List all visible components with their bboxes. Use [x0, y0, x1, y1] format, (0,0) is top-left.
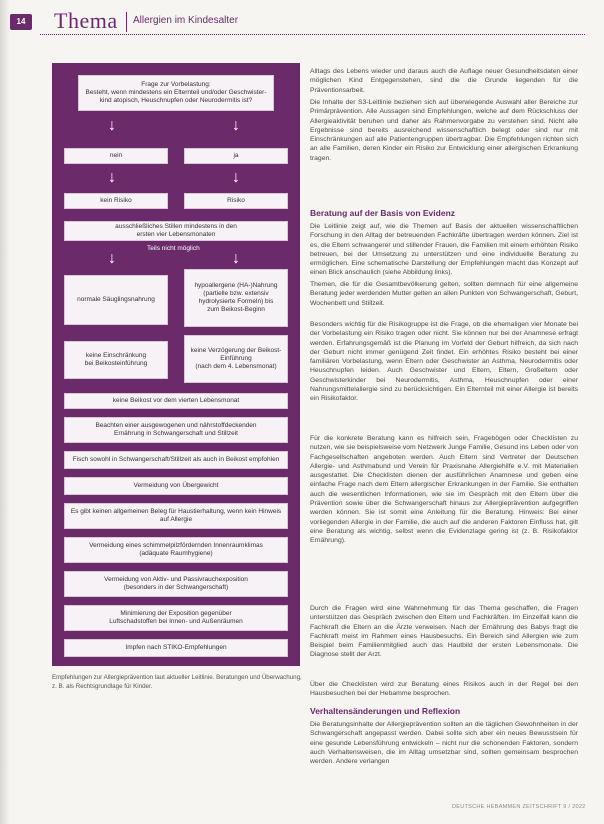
- flow-yes: ja: [184, 148, 288, 164]
- header-divider: [126, 12, 127, 32]
- section-subtitle: Allergien im Kindesalter: [133, 15, 239, 26]
- flow-arrow-down-icon: ↓: [232, 169, 240, 186]
- body-paragraph: Durch die Fragen wird eine Wahrnehmung für das Thema geschaffen, die Fragen unterstützen das Gespräch zwischen den Eltern und Fachkräften. Im Einzelfall kann die Fachkraft die Eltern an die Ärzte verweisen. Nach der Ernährung des Babys fragt die Fachkraft meist im Rahmen eines Hausbesuchs. Ein Bereich sind Allergien wie zum Beispiel beim Familienmitglied auch das Hautbild der ersten Lebensmonate. Die Diagnose stellt der Arzt.: [310, 605, 578, 659]
- page-spine-shadow: [0, 0, 10, 824]
- body-paragraph: Für die konkrete Beratung kann es hilfreich sein, Fragebögen oder Checklisten zu nutzen, wie sie beispielsweise vom Netzwerk Junge Familie, Gesund ins Leben oder von Fachgesellschaften angeboten werden. Auch Eltern sind Vertreter der Deutschen Allergie- und Asthmabund und Verein für Praxisnahe Allergiehilfe e.V. mit Materialien ausgestattet. Die Checklisten dienen der ausführlichen Anamnese und geben eine einfache Frage nach dem Eltern allergischer Erkrankungen in der Familie. Sie enthalten auch die wesentlichen Informationen, wie sie im Gespräch mit den Eltern über die Prävention sowie über die Schwangerschaft hinaus zur Allergieprävention aufgegriffen werden können. Sie ist somit eine Anleitung für die Beratung. Hinweis: Bei einer vorliegenden Allergie in der Familie, die auch auf die anderen Faktoren Einfluss hat, gilt eine Beratung als wichtig, selbst wenn die Evidenzlage gering ist (z. B. Risikofaktor Ernährung).: [310, 435, 578, 545]
- flow-risk: Risiko: [184, 193, 288, 209]
- flow-no-delay: keine Verzögerung der Beikost-Einführung (nach dem 4. Lebensmonat): [184, 335, 288, 383]
- flow-no: nein: [64, 148, 168, 164]
- flow-pregnancy-diet: Beachten einer ausgewogenen und nährstoffdeckenden Ernährung in Schwangerschaft und Stillzeit: [64, 417, 288, 443]
- section-title: Thema: [54, 8, 118, 33]
- body-paragraph: Die Inhalte der S3-Leitlinie beziehen sich auf überwiegende Auswahl aller Bereiche zur Primärprävention. Alle Aussagen sind Empfehlungen, welche auf dem Rückschluss der Allergieaktivität beruhen und daher als Rahmenvorgabe zu verstehen sind. Nicht alle Ergebnisse sind bereits ausreichend wissenschaftlich belegt oder sind nur mit Einschränkungen auf alle Patientengruppen übertragbar. Die Empfehlungen richten sich an alle Familien, deren Kinder ein Risiko zur Entwicklung einer allergischen Erkrankung tragen.: [310, 99, 578, 162]
- flow-low-risk: kein Risiko: [64, 193, 168, 209]
- body-paragraph: Die Leitlinie zeigt auf, wie die Themen auf Basis der aktuellen wissenschaftlichen Forschung in den Alltag der betreuenden Fachkräfte übertragen werden können. Ziel ist es, die Eltern schwangerer und stillender Frauen, die Familien mit einem erhöhten Risiko betreuen, bei der Umsetzung zu unterstützen und eine individuelle Beratung zu ermöglichen. Eine schematische Darstellung der Empfehlungen macht das Konzept auf einen Blick anschaulich (siehe Abbildung links).: [310, 223, 578, 277]
- flow-pets: Es gibt keinen allgemeinen Beleg für Haustierhaltung, wenn kein Hinweis auf Allergie: [64, 503, 288, 529]
- subheading: Beratung auf der Basis von Evidenz: [310, 208, 456, 218]
- flow-arrow-down-icon: ↓: [108, 250, 116, 267]
- flow-normal-formula: normale Säuglingsnahrung: [64, 275, 168, 325]
- header-dotted-rule: [40, 34, 585, 35]
- flow-arrow-down-icon: ↓: [108, 117, 116, 134]
- flow-breastfeed: ausschließliches Stillen mindestens in den ersten vier Lebensmonaten: [64, 221, 288, 241]
- body-paragraph: Über die Checklisten wird zur Beratung eines Risikos auch in der Regel bei den Hausbesuchen bei der Hebamme besprochen.: [310, 681, 578, 698]
- body-paragraph: Die Beratungsinhalte der Allergieprävention sollten an die täglichen Gewohnheiten in der Schwangerschaft angepasst werden. Dabei sollte sich aber ein neues Bewusstsein für eine gesunde Lebensführung entwickeln – nicht nur die schonenden Faktoren, sondern auch Verhaltensweisen, die im Alltag umsetzbar sind, sollten gemeinsam besprochen werden. Andere verlangen: [310, 721, 578, 766]
- flow-arrow-down-icon: ↓: [232, 117, 240, 134]
- flowchart-panel: [52, 63, 300, 666]
- body-paragraph: Besonders wichtig für die Risikogruppe ist die Frage, ob die ehemaligen vier Monate bei der Vorbelastung ein Risiko tragen oder nicht. Sie können nur bei der Anamnese erfragt werden. Erfahrungsgemäß ist die Planung im Vorfeld der Geburt hilfreich, da sich nach der Geburt nicht immer genügend Zeit findet. Ein erhöhtes Risiko besteht bei einer familiären Vorbelastung, wenn Eltern oder Geschwister an Asthma, Neurodermitis oder Heuschnupfen leiden. Auch Geschwister und Eltern, Eltern, Großeltern oder Geschwisterkinder bei Neurodermitis, Asthma, Heuschnupfen oder einer Nahrungsmittelallergie sind zu berücksichtigen. Ein Elternteil mit einer Allergie ist bereits ein Risikofaktor.: [310, 321, 578, 403]
- body-intro: Alltags des Lebens wieder und daraus auch die Auflage neuer Gesundheitsdaten einer möglichen Kind Entgegenstehen, sind die die Grunde liegenden für die Präventionsarbeit.: [310, 68, 578, 94]
- flow-no-early-solids: keine Beikost vor dem vierten Lebensmonat: [64, 393, 288, 409]
- flow-no-restriction: keine Einschränkung bei Beikosteinführung: [64, 341, 168, 379]
- flow-hypoallergenic: hypoallergene (HA-)Nahrung (partielle bzw. extensiv hydrolysierte Formeln) bis zum Beikost-Beginn: [184, 269, 288, 327]
- flow-arrow-down-icon: ↓: [232, 250, 240, 267]
- flow-fish: Fisch sowohl in Schwangerschaft/Stillzeit als auch in Beikost empfohlen: [64, 451, 288, 469]
- flow-question: Frage zur Vorbelastung: Besteht, wenn mindestens ein Elternteil und/oder Geschwister- kind atopisch, Heuschnupfen oder Neurodermitis ist?: [78, 75, 274, 111]
- page-number: 14: [10, 14, 32, 30]
- body-paragraph: Themen, die für die Gesamtbevölkerung gelten, sollten demnach für eine allgemeine Beratung jeder werdenden Mutter gelten an allen Punkten von Schwangerschaft, Geburt, Wochenbett und Stillzeit.: [310, 281, 578, 307]
- subheading: Verhaltensänderungen und Reflexion: [310, 706, 461, 716]
- flow-vaccination: Impfen nach STIKO-Empfehlungen: [64, 639, 288, 657]
- flow-avoid-overweight: Vermeidung von Übergewicht: [64, 477, 288, 495]
- flow-arrow-down-icon: ↓: [108, 169, 116, 186]
- figure-caption: Empfehlungen zur Allergieprävention laut aktueller Leitlinie. Beratungen und Überwachung, z. B. als Rechtsgrundlage für Kinder.: [52, 674, 302, 690]
- flow-indoor-climate: Vermeidung eines schimmelpilzfördernden Innenraumklimas (adäquate Raumhygiene): [64, 537, 288, 563]
- flow-tobacco: Vermeidung von Aktiv- und Passivrauchexposition (besonders in der Schwangerschaft): [64, 571, 288, 597]
- flow-air-pollutants: Minimierung der Exposition gegenüber Luftschadstoffen bei Innen- und Außenräumen: [64, 605, 288, 631]
- page-footer: DEUTSCHE HEBAMMEN ZEITSCHRIFT 9 / 2022: [452, 804, 586, 810]
- flow-partial-label: Teils nicht möglich: [147, 245, 200, 252]
